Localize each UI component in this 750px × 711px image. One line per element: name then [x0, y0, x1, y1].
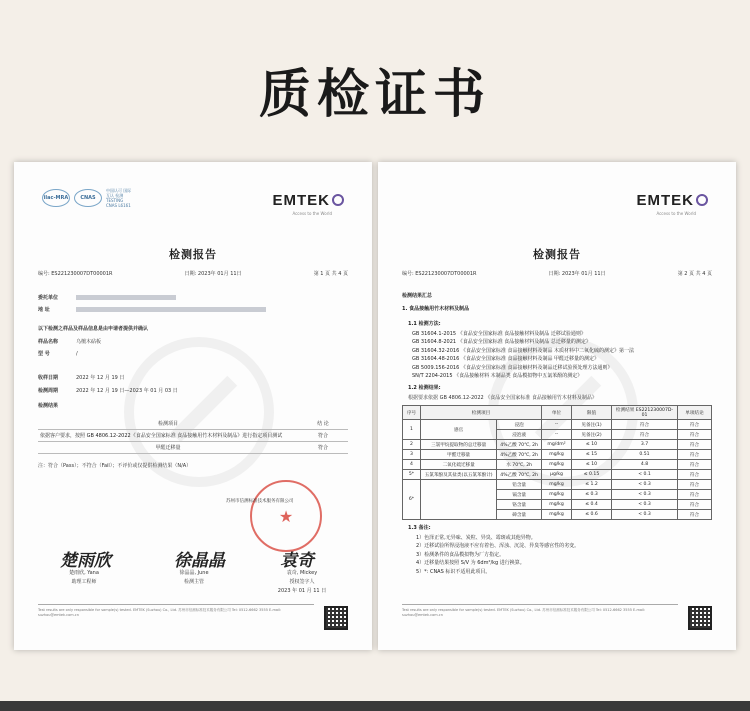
signature-3: 袁奇 — [280, 551, 314, 571]
table-row: 依据客户要求，按照 GB 4806.12-2022《食品安全国家标准 食品接触用竹木材料及制品》进行指定项目测试 符合 — [38, 430, 348, 442]
test-period-row: 检测周期 2022 年 12 月 19 日—2023 年 01 月 03 日 — [38, 388, 178, 394]
table-row: 2 三氯甲烷提取物的总迁移量 4%乙酸 70℃, 2h mg/dm² ≤ 10 3.7 符合 — [403, 440, 712, 450]
signer-role-2: 检测主管 — [183, 579, 204, 585]
table-row: 浸泡液 -- 见备注(2) 符合 符合 — [403, 430, 712, 440]
summary-heading: 检测结果汇总 — [402, 293, 433, 299]
emtek-ring-icon — [696, 194, 708, 206]
notes-list — [416, 534, 712, 576]
report-footer: Test results are only responsible for sample(s) tested. EMTEK (Suzhou) Co., Ltd. 苏州市信测标准技术服务有限公司 Tel: 0512-6662 3555 E-mail: suzhou@emtek.com.cn — [402, 608, 646, 617]
table-row: 3 甲醛迁移量 4%乙酸 70℃, 2h mg/kg ≤ 15 0.51 符合 — [403, 450, 712, 460]
receive-date-row: 收样日期 2022 年 12 月 19 日 — [38, 375, 125, 381]
emtek-ring-icon — [332, 194, 344, 206]
table-row: 铬含量 mg/kg ≤ 0.4 < 0.3 符合 — [403, 500, 712, 510]
list-item: GB 31604.32-2016 《食品安全国家标准 食品接触材料及制品 木质材料中二氧化硫的测定》第一法 — [412, 347, 635, 354]
list-item: 1）色泽正常,无异味、炭粒、异臭、霉斑或其他异物。 — [416, 535, 536, 541]
address-row: 地 址 — [38, 306, 348, 313]
redacted-text — [76, 307, 266, 312]
report-page-1 — [14, 162, 372, 650]
report-title: 检测报告 — [169, 248, 217, 261]
emtek-logo: EMTEK — [637, 192, 709, 209]
report-date: 日期: 2023年 01月 11日 — [548, 271, 606, 277]
section-heading: 1. 食品接触用竹木材料及制品 — [402, 306, 470, 312]
signer-name-3: 袁奇, Mickey — [286, 570, 318, 576]
list-item: GB 31604.48-2016 《食品安全国家标准 食品接触材料及制品 甲醛迁移量的测定》 — [412, 356, 600, 363]
list-item: GB 31604.8-2021 《食品安全国家标准 食品接触材料及制品 总迁移量的测定》 — [412, 339, 591, 346]
result-row: 检测结果 — [38, 403, 59, 409]
report-title: 检测报告 — [533, 248, 581, 261]
footer-divider — [38, 604, 314, 605]
intro-line: 以下检测之样品及样品信息是由申请者提供并确认 — [38, 326, 149, 332]
results-heading: 1.2 检测结果: — [408, 385, 441, 391]
page-number: 第 1 页 共 4 页 — [313, 271, 348, 277]
stamp-text: 苏州市信测标准技术服务有限公司 — [226, 499, 294, 504]
signature-2: 徐晶晶 — [174, 551, 225, 571]
conclusion-table — [38, 418, 348, 454]
methods-heading: 1.1 检测方法: — [408, 321, 441, 327]
signer-name-1: 楚雨欣, Yana — [69, 570, 99, 576]
report-number: 编号: ES221230007DT00001R — [402, 271, 477, 277]
table-header-row: 序号 检测项目 单位 限值 检测结果 ES221230007D-01 单项结论 — [403, 406, 712, 420]
notes-heading: 1.3 备注: — [408, 525, 431, 531]
list-item: SN/T 2204-2015 《食品接触材料 木制品类 食品模拟物中五氯苯酚的测定》 — [412, 373, 583, 380]
ilac-mra-logo: ilac-MRA — [42, 189, 70, 207]
table-row: 砷含量 mg/kg ≤ 0.6 < 0.3 符合 — [403, 510, 712, 520]
report-page-2 — [378, 162, 736, 650]
sample-row: 样品名称 乌檀木砧板 — [38, 339, 102, 345]
methods-list — [412, 330, 712, 380]
report-meta — [402, 270, 712, 277]
list-item: 5）*: CNAS 标识不适用此项目。 — [416, 568, 491, 575]
report-date: 日期: 2023年 01月 11日 — [184, 271, 242, 277]
signer-name-2: 徐晶晶, June — [179, 570, 209, 576]
list-item: 3）检测条件的食品模拟物为厂方指定。 — [416, 551, 505, 558]
qr-code-icon — [688, 606, 712, 630]
company-stamp: ★ — [250, 480, 322, 552]
model-row: 型 号 / — [38, 351, 78, 357]
table-row: 5* 五氯苯酚及其盐类(以五氯苯酚计) 4%乙酸 70℃, 2h μg/kg ≤ 0.15 < 0.1 符合 — [403, 470, 712, 480]
list-item: 4）迁移量结果按照 S/V 为 6dm²/kg 进行换算。 — [416, 560, 525, 567]
page-number: 第 2 页 共 4 页 — [677, 271, 712, 277]
report-number: 编号: ES221230007DT00001R — [38, 271, 113, 277]
page-title: 质检证书 — [258, 65, 491, 125]
results-table — [402, 405, 712, 520]
report-footer: Test results are only responsible for sample(s) tested. EMTEK (Suzhou) Co., Ltd. 苏州市信测标准技术服务有限公司 Tel: 0512-6662 3555 E-mail: suzhou@emtek.com.cn — [38, 608, 282, 617]
legend-text: 注：符合（Pass）；不符合（Fail）；不评价或仅提供检测结果（N/A） — [38, 463, 192, 469]
emtek-logo: EMTEK — [273, 192, 345, 209]
report-meta — [38, 270, 348, 277]
accreditation-logos — [42, 188, 132, 208]
signature-1: 楚雨欣 — [60, 551, 111, 571]
emtek-tagline: Access to the World — [656, 211, 696, 216]
sign-date: 2023 年 01 月 11 日 — [277, 588, 327, 594]
table-row: 甲醛迁移量 符合 — [38, 442, 348, 454]
client-row: 委托单位 — [38, 294, 348, 301]
qr-code-icon — [324, 606, 348, 630]
bottom-bar — [0, 701, 750, 711]
signer-role-3: 授权签字人 — [289, 579, 315, 585]
signer-role-1: 助理工程师 — [71, 579, 97, 585]
results-intro: 根据要求依据 GB 4806.12-2022 《食品安全国家标准 食品接触用竹木材料及制品》 — [408, 395, 597, 401]
table-header-row: 检测项目 结 论 — [38, 418, 348, 430]
table-row: 镉含量 mg/kg ≤ 0.3 < 0.3 符合 — [403, 490, 712, 500]
table-row: 6* 铅含量 mg/kg ≤ 1.2 < 0.3 符合 — [403, 480, 712, 490]
table-row: 1 感官 浸泡 -- 见备注(1) 符合 符合 — [403, 420, 712, 430]
cnas-logo: CNAS — [74, 189, 102, 207]
accreditation-text: 中国认可 国际互认 检测 TESTING CNAS L6161 — [106, 188, 132, 208]
list-item: GB 31604.1-2015 《食品安全国家标准 食品接触材料及制品 迁移试验通则》 — [412, 331, 586, 337]
list-item: 2）迁移试验所得浸泡液不应有着色、浑浊、沉淀、异臭等感官性的劣变。 — [416, 543, 580, 550]
emtek-tagline: Access to the World — [292, 211, 332, 216]
list-item: GB 5009.156-2016 《食品安全国家标准 食品接触材料及制品迁移试验预处理方法通则》 — [412, 364, 613, 371]
footer-divider — [402, 604, 678, 605]
redacted-text — [76, 295, 176, 300]
table-row: 4 二氧化硫迁移量 水 70℃, 2h mg/kg ≤ 10 4.8 符合 — [403, 460, 712, 470]
